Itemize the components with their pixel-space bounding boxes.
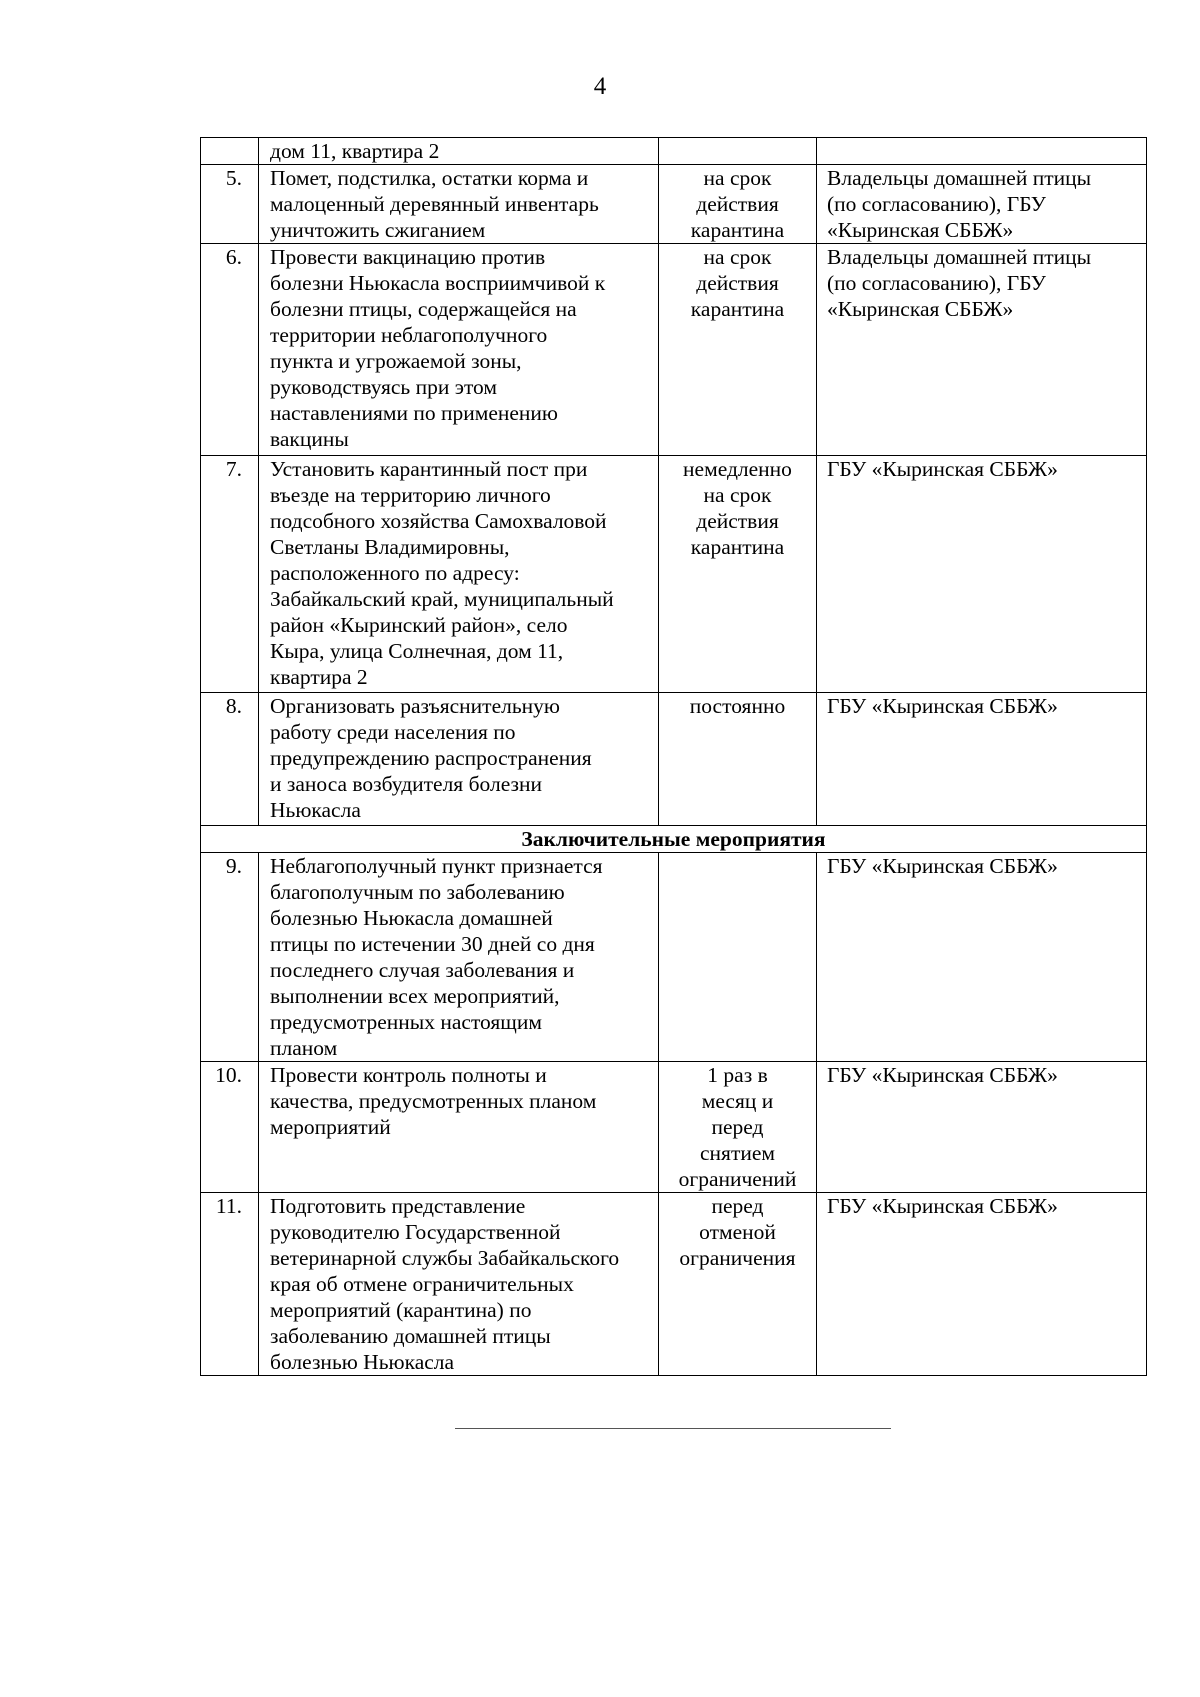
section-row <box>201 826 1147 853</box>
row-responsible: ГБУ «Кыринская СББЖ» <box>817 693 1147 826</box>
row-action: Помет, подстилка, остатки корма и малоценный деревянный инвентарь уничтожить сжиганием <box>259 165 659 244</box>
measures-table <box>200 137 1147 1376</box>
table-row <box>201 1062 1147 1193</box>
table-row <box>201 853 1147 1062</box>
row-responsible: ГБУ «Кыринская СББЖ» <box>817 1062 1147 1193</box>
row-responsible: ГБУ «Кыринская СББЖ» <box>817 1193 1147 1376</box>
row-action: дом 11, квартира 2 <box>259 138 659 165</box>
row-action: Подготовить представление руководителю Государственной ветеринарной службы Забайкальского края об отмене ограничительных мероприятий (карантина) по заболеванию домашней птицы болезнью Ньюкасла <box>259 1193 659 1376</box>
row-number: 6. <box>201 244 259 456</box>
row-term <box>659 138 817 165</box>
row-responsible: ГБУ «Кыринская СББЖ» <box>817 456 1147 693</box>
row-term <box>659 853 817 1062</box>
row-action: Провести контроль полноты и качества, предусмотренных планом мероприятий <box>259 1062 659 1193</box>
row-term: 1 раз в месяц и перед снятием ограничений <box>659 1062 817 1193</box>
table-row <box>201 244 1147 456</box>
row-number: 8. <box>201 693 259 826</box>
row-number: 10. <box>201 1062 259 1193</box>
row-term: немедленно на срок действия карантина <box>659 456 817 693</box>
row-term: на срок действия карантина <box>659 165 817 244</box>
table-row <box>201 1193 1147 1376</box>
table-row <box>201 456 1147 693</box>
section-title: Заключительные мероприятия <box>201 826 1147 853</box>
table-row <box>201 138 1147 165</box>
row-action: Установить карантинный пост при въезде на территорию личного подсобного хозяйства Самохваловой Светланы Владимировны, расположенного по адресу: Забайкальский край, муниципальный район «Кыринский район», село Кыра, улица Солнечная, дом 11, квартира 2 <box>259 456 659 693</box>
row-responsible <box>817 138 1147 165</box>
row-action: Организовать разъяснительную работу среди населения по предупреждению распространения и заноса возбудителя болезни Ньюкасла <box>259 693 659 826</box>
row-number: 7. <box>201 456 259 693</box>
row-term: постоянно <box>659 693 817 826</box>
row-term: на срок действия карантина <box>659 244 817 456</box>
end-divider <box>455 1428 891 1429</box>
row-responsible: Владельцы домашней птицы (по согласованию), ГБУ «Кыринская СББЖ» <box>817 165 1147 244</box>
page-number: 4 <box>593 73 607 100</box>
row-number: 9. <box>201 853 259 1062</box>
table-row <box>201 693 1147 826</box>
row-responsible: Владельцы домашней птицы (по согласованию), ГБУ «Кыринская СББЖ» <box>817 244 1147 456</box>
row-number <box>201 138 259 165</box>
row-term: перед отменой ограничения <box>659 1193 817 1376</box>
row-action: Провести вакцинацию против болезни Ньюкасла восприимчивой к болезни птицы, содержащейся на территории неблагополучного пункта и угрожаемой зоны, руководствуясь при этом наставлениями по применению вакцины <box>259 244 659 456</box>
row-number: 11. <box>201 1193 259 1376</box>
table-row <box>201 165 1147 244</box>
row-action: Неблагополучный пункт признается благополучным по заболеванию болезнью Ньюкасла домашней птицы по истечении 30 дней со дня последнего случая заболевания и выполнении всех мероприятий, предусмотренных настоящим планом <box>259 853 659 1062</box>
row-responsible: ГБУ «Кыринская СББЖ» <box>817 853 1147 1062</box>
row-number: 5. <box>201 165 259 244</box>
